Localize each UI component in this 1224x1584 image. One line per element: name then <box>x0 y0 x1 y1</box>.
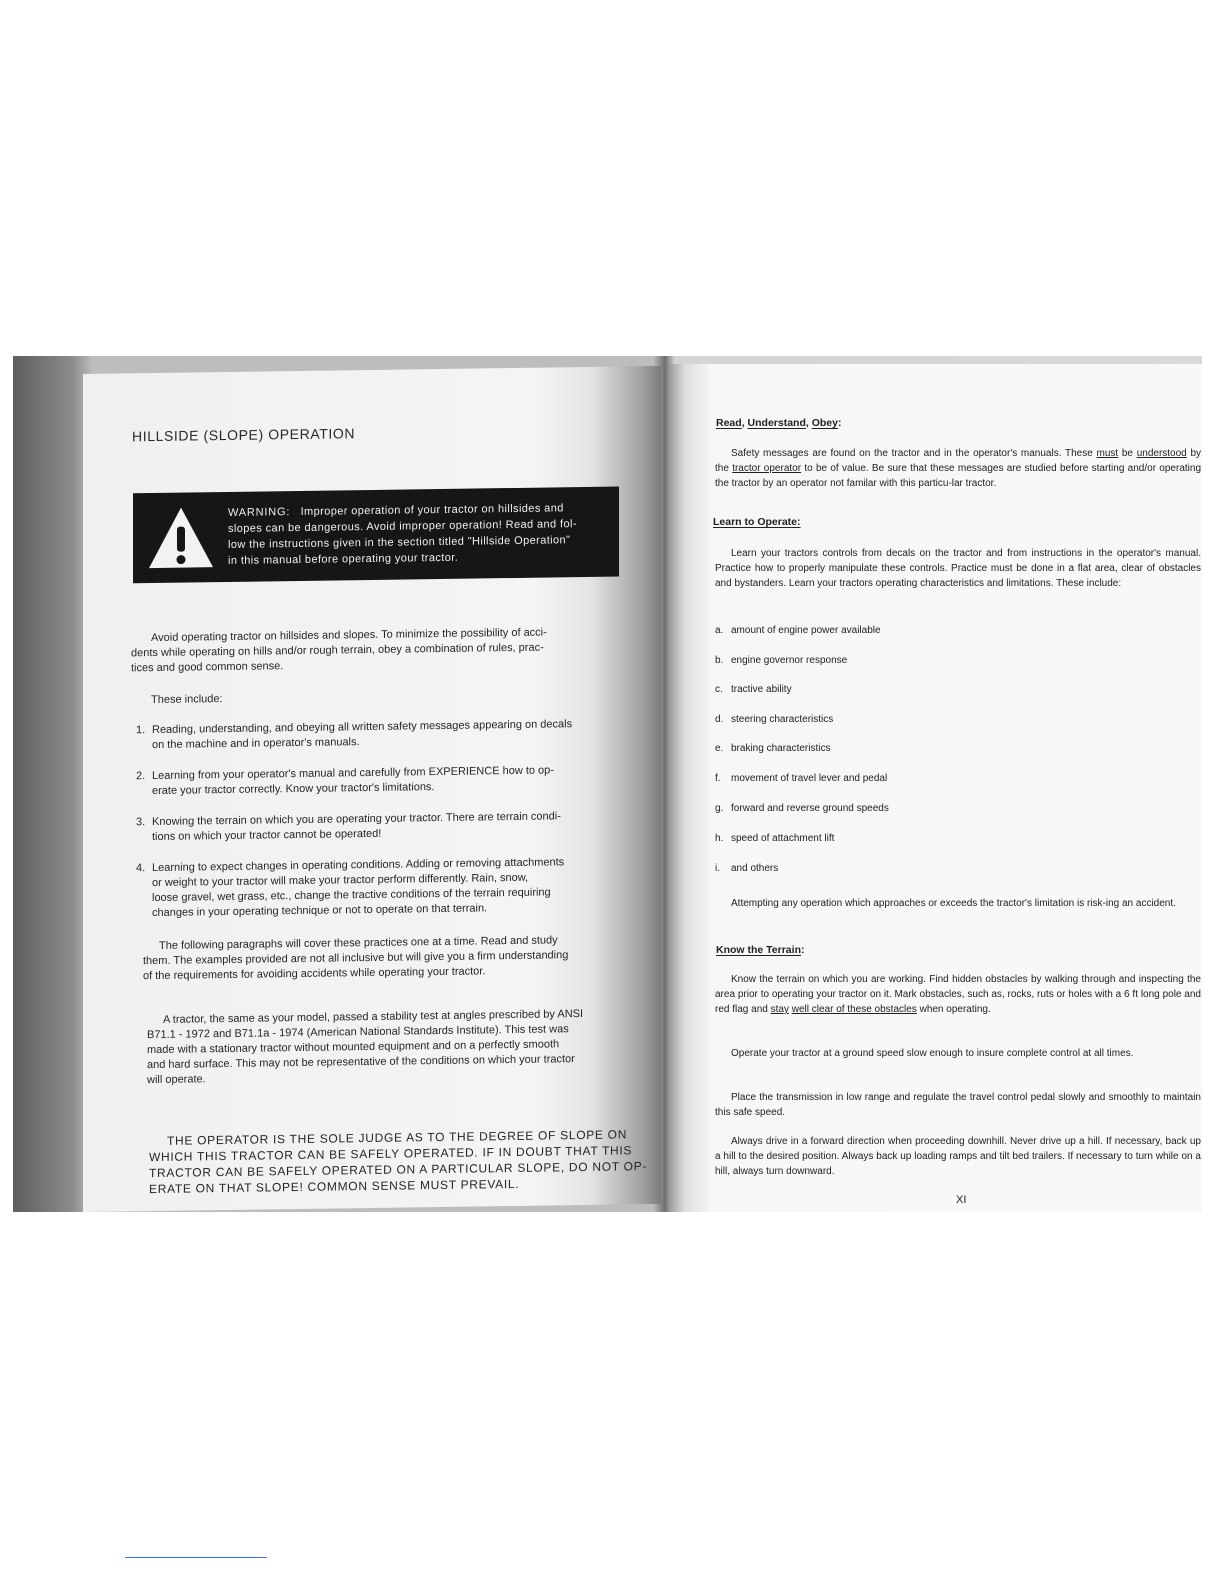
underlined-text: must <box>1096 448 1119 459</box>
text-line: will operate. <box>147 1073 206 1087</box>
text-line: Avoid operating tractor on hillsides and slopes. To minimize the possibility of acci- <box>151 626 547 645</box>
warning-label: WARNING: <box>228 506 291 519</box>
page-title: HILLSIDE (SLOPE) OPERATION <box>132 425 356 445</box>
list-item <box>715 863 778 874</box>
heading-text: Know the Terrain <box>716 944 801 956</box>
page-number: XI <box>956 1194 967 1206</box>
text-line: tices and good common sense. <box>131 660 284 675</box>
link-underline <box>125 1557 267 1558</box>
text-span: when operating. <box>916 1004 991 1015</box>
text-line: erate your tractor correctly. Know your tractor's limitations. <box>152 781 435 798</box>
heading-know-the-terrain: Know the Terrain: <box>716 944 805 956</box>
terrain-paragraph <box>715 972 1201 1017</box>
text-line: WHICH THIS TRACTOR CAN BE SAFELY OPERATED. IF IN DOUBT THAT THIS <box>149 1143 633 1165</box>
list-item <box>715 773 887 784</box>
text-line: Knowing the terrain on which you are operating your tractor. There are terrain condi- <box>152 810 561 829</box>
text-line: of the requirements for avoiding accidents while operating your tractor. <box>143 965 486 983</box>
list-letter: d. <box>715 714 724 725</box>
text-line: The following paragraphs will cover these practices one at a time. Read and study <box>159 934 558 952</box>
list-letter: g. <box>715 803 724 814</box>
following-paragraph <box>143 932 643 984</box>
list-item <box>715 743 830 754</box>
text-line: tions on which your tractor cannot be operated! <box>152 827 382 844</box>
left-page <box>83 366 661 1212</box>
text-line: them. The examples provided are not all inclusive but will give you a firm understanding <box>143 949 569 968</box>
list-number: 1. <box>136 724 146 737</box>
heading-understand: Understand <box>747 417 806 429</box>
heading-text: Learn to Operate: <box>713 516 801 528</box>
warning-line: Improper operation of your tractor on hillsides and <box>300 502 564 518</box>
speed-paragraph: Operate your tractor at a ground speed slow enough to insure complete control at all times. <box>731 1048 1134 1059</box>
list-item <box>715 803 889 814</box>
text-line: A tractor, the same as your model, passed a stability test at angles prescribed by ANSI <box>163 1008 584 1026</box>
list-letter: f. <box>715 773 721 784</box>
list-item <box>715 684 792 695</box>
text-span: Know the terrain on which you are working. Find hidden obstacles by walking through and inspecting the area prior to operating your tractor on it. Mark obstacles, such as, rocks, ruts or holes with a 6 ft long pole and red flag and <box>715 974 1201 1015</box>
underlined-text: tractor operator <box>732 463 802 474</box>
list-number: 3. <box>136 816 146 829</box>
text-line: dents while operating on hills and/or rough terrain, obey a combination of rules, prac- <box>131 641 544 660</box>
warning-text <box>228 500 589 569</box>
text-line: on the machine and in operator's manuals. <box>152 736 360 752</box>
list-text: tractive ability <box>731 684 792 695</box>
downhill-paragraph: Always drive in a forward direction when proceeding downhill. Never drive up a hill. If necessary, back up a hill to the desired position. Always back up loading ramps and tilt bed trailers. If necessary to turn while on a hill, always turn downward. <box>715 1136 1201 1177</box>
text-line: ERATE ON THAT SLOPE! COMMON SENSE MUST PREVAIL. <box>149 1176 520 1197</box>
text-line: and hard surface. This may not be representative of the conditions on which your tractor <box>147 1053 575 1072</box>
text-line: changes in your operating technique or not to operate on that terrain. <box>152 902 488 920</box>
scanned-spread <box>13 356 1202 1212</box>
list-text: forward and reverse ground speeds <box>731 803 889 814</box>
underlined-text: well clear of these obstacles <box>791 1004 917 1015</box>
text-line: Learning from your operator's manual and carefully from EXPERIENCE how to op- <box>152 764 554 783</box>
attempting-paragraph: Attempting any operation which approaches or exceeds the tractor's limitation is risk-ing an accident. <box>731 898 1176 909</box>
these-include-label: These include: <box>151 693 223 707</box>
underlined-text: understood <box>1136 448 1187 459</box>
list-letter: a. <box>715 625 724 636</box>
warning-line: low the instructions given in the section titled "Hillside Operation" <box>228 534 571 551</box>
heading-obey: Obey <box>811 417 838 429</box>
intro-paragraph <box>131 624 631 676</box>
list-item <box>715 655 847 666</box>
list-text: braking characteristics <box>731 743 831 754</box>
list-letter: c. <box>715 684 723 695</box>
list-text: movement of travel lever and pedal <box>731 773 888 784</box>
list-item <box>715 625 881 636</box>
underlined-text: stay <box>770 1004 789 1015</box>
list-item <box>715 833 834 844</box>
warning-triangle-icon <box>133 492 228 583</box>
transmission-paragraph: Place the transmission in low range and regulate the travel control pedal slowly and smoothly to maintain this safe speed. <box>715 1092 1201 1118</box>
text-line: Learning to expect changes in operating conditions. Adding or removing attachments <box>152 856 565 875</box>
list-letter: b. <box>715 655 724 666</box>
list-item <box>715 714 833 725</box>
text-span: Safety messages are found on the tractor and in the operator's manuals. These <box>731 448 1097 459</box>
safety-paragraph <box>715 446 1201 491</box>
text-line: B71.1 - 1972 and B71.1a - 1974 (American National Standards Institute). This test was <box>147 1023 569 1042</box>
text-line: loose gravel, wet grass, etc., change the tractive conditions of the terrain requiring <box>152 886 551 905</box>
text-line: Reading, understanding, and obeying all written safety messages appearing on decals <box>152 718 573 737</box>
heading-read: Read <box>716 417 742 429</box>
list-text: steering characteristics <box>731 714 834 725</box>
text-span: be <box>1118 448 1133 459</box>
operator-warning-paragraph <box>149 1126 659 1197</box>
right-page <box>669 364 1202 1212</box>
warning-box <box>133 487 619 584</box>
list-number: 2. <box>136 770 146 783</box>
list-number: 4. <box>136 862 146 875</box>
text-line: TRACTOR CAN BE SAFELY OPERATED ON A PARTICULAR SLOPE, DO NOT OP- <box>149 1159 648 1181</box>
stability-paragraph <box>147 1006 647 1088</box>
text-span: by the <box>715 448 1202 474</box>
list-letter: i. <box>715 863 720 874</box>
list-text: speed of attachment lift <box>731 833 835 844</box>
list-letter: e. <box>715 743 724 754</box>
text-line: THE OPERATOR IS THE SOLE JUDGE AS TO THE DEGREE OF SLOPE ON <box>167 1127 628 1148</box>
warning-line: slopes can be dangerous. Avoid improper operation! Read and fol- <box>228 518 577 535</box>
list-letter: h. <box>715 833 724 844</box>
learn-paragraph: Learn your tractors controls from decals on the tractor and from instructions in the operator's manual. Practice how to properly manipulate these controls. Practice must be done in a flat area, clear of obstacles and bystanders. Learn your tractors operating characteristics and limitations. These include: <box>715 548 1201 589</box>
list-text: amount of engine power available <box>731 625 881 636</box>
text-line: made with a stationary tractor without mounted equipment and on a perfectly smooth <box>147 1038 560 1057</box>
warning-line: in this manual before operating your tractor. <box>228 551 459 567</box>
text-span: to be of value. Be sure that these messages are studied before starting and/or operating the tractor by an operator not familar with this particu-lar tractor. <box>715 463 1202 489</box>
list-text: and others <box>731 863 779 874</box>
heading-read-understand-obey: Read, Understand, Obey: <box>716 417 842 429</box>
heading-learn-to-operate <box>713 516 801 528</box>
text-line: or weight to your tractor will make your tractor perform differently. Rain, snow, <box>152 871 529 890</box>
list-text: engine governor response <box>731 655 848 666</box>
